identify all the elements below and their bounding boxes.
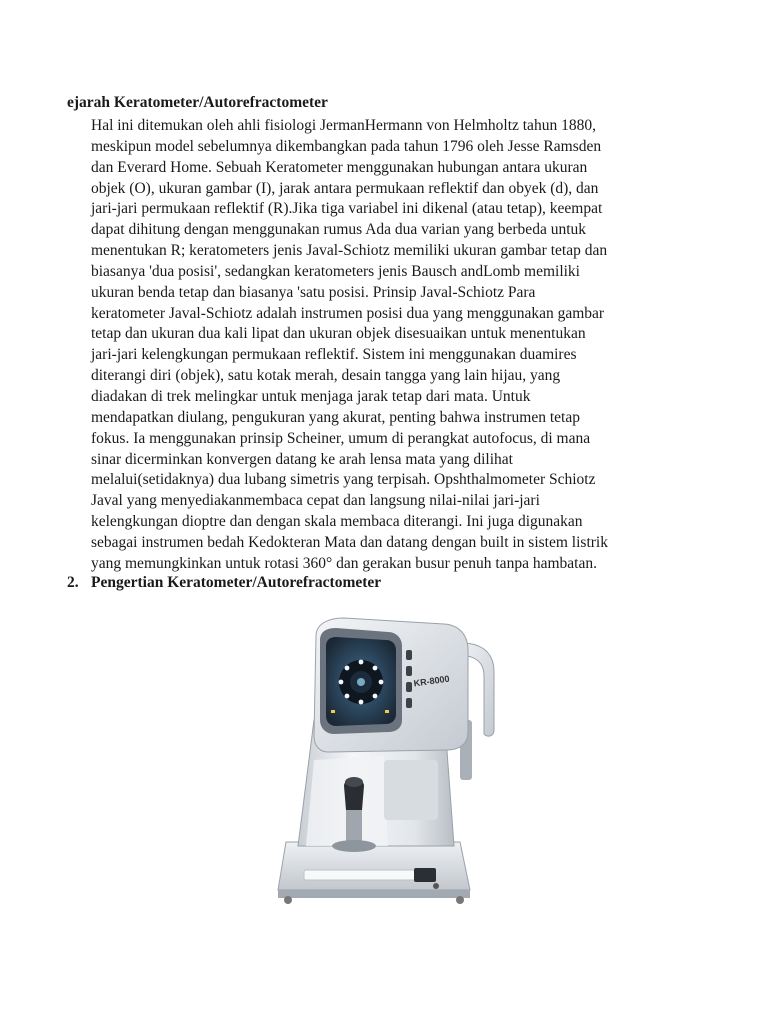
- body-line: dan Everard Home. Sebuah Keratometer menggunakan hubungan antara ukuran: [91, 158, 588, 176]
- measuring-head: [314, 618, 468, 752]
- body-line: Javal yang menyediakanmembaca cepat dan langsung nilai-nilai jari-jari: [91, 492, 540, 510]
- body-line: sinar dicerminkan konvergen datang ke arah lensa mata yang dilihat: [91, 450, 513, 468]
- device-model-label: KR-8000: [413, 673, 451, 689]
- body-line: kelengkungan dioptre dan dengan skala membaca diterangi. Ini juga digunakan: [91, 513, 583, 531]
- device-base: [278, 842, 470, 898]
- body-line: ukuran benda tetap dan biasanya 'satu posisi. Prinsip Javal-Schiotz Para: [91, 283, 536, 301]
- section-2-title: Pengertian Keratometer/Autorefractometer: [91, 574, 382, 591]
- autorefractometer-image: [264, 610, 504, 910]
- body-line: diadakan di trek melingkar untuk menjaga jarak tetap dari mata. Untuk: [91, 387, 531, 405]
- body-line: dapat dihitung dengan menggunakan rumus Ada dua varian yang berbeda untuk: [91, 221, 587, 239]
- section-2-heading: [67, 574, 381, 592]
- body-line: tetap dan ukuran dua kali lipat dan ukuran objek disesuaikan untuk menentukan: [91, 325, 586, 343]
- section-1-body: [91, 116, 691, 575]
- section-1-heading: ejarah Keratometer/Autorefractometer: [67, 94, 328, 111]
- body-line: menentukan R; keratometers jenis Javal-Schiotz memiliki ukuran gambar tetap dan: [91, 242, 608, 260]
- body-line: Hal ini ditemukan oleh ahli fisiologi JermanHermann von Helmholtz tahun 1880,: [91, 117, 596, 134]
- body-line: mendapatkan diulang, pengukuran yang akurat, penting bahwa instrumen tetap: [91, 408, 580, 426]
- section-2-number: 2.: [67, 574, 79, 591]
- body-line: diterangi diri (objek), satu kotak merah, desain tangga yang lain hijau, yang: [91, 367, 561, 385]
- body-line: fokus. Ia menggunakan prinsip Scheiner, umum di perangkat autofocus, di mana: [91, 429, 591, 447]
- body-line: keratometer Javal-Schiotz adalah instrumen posisi dua yang menggunakan gambar: [91, 304, 605, 322]
- body-line: meskipun model sebelumnya dikembangkan pada tahun 1796 oleh Jesse Ramsden: [91, 137, 602, 155]
- body-line: yang memungkinkan untuk rotasi 360° dan gerakan busur penuh tanpa hambatan.: [91, 554, 597, 572]
- body-line: melalui(setidaknya) dua lubang simetris yang terpisah. Opshthalmometer Schiotz: [91, 471, 596, 489]
- body-line: jari-jari kelengkungan permukaan reflektif. Sistem ini menggunakan duamires: [91, 346, 577, 364]
- body-line: biasanya 'dua posisi', sedangkan keratometers jenis Bausch andLomb memiliki: [91, 262, 580, 280]
- body-line: jari-jari permukaan reflektif (R).Jika tiga variabel ini dikenal (atau tetap), keempat: [91, 200, 603, 218]
- body-line: objek (O), ukuran gambar (I), jarak antara permukaan reflektif dan obyek (d), dan: [91, 179, 599, 197]
- body-line: sebagai instrumen bedah Kedokteran Mata dan datang dengan built in sistem listrik: [91, 533, 608, 551]
